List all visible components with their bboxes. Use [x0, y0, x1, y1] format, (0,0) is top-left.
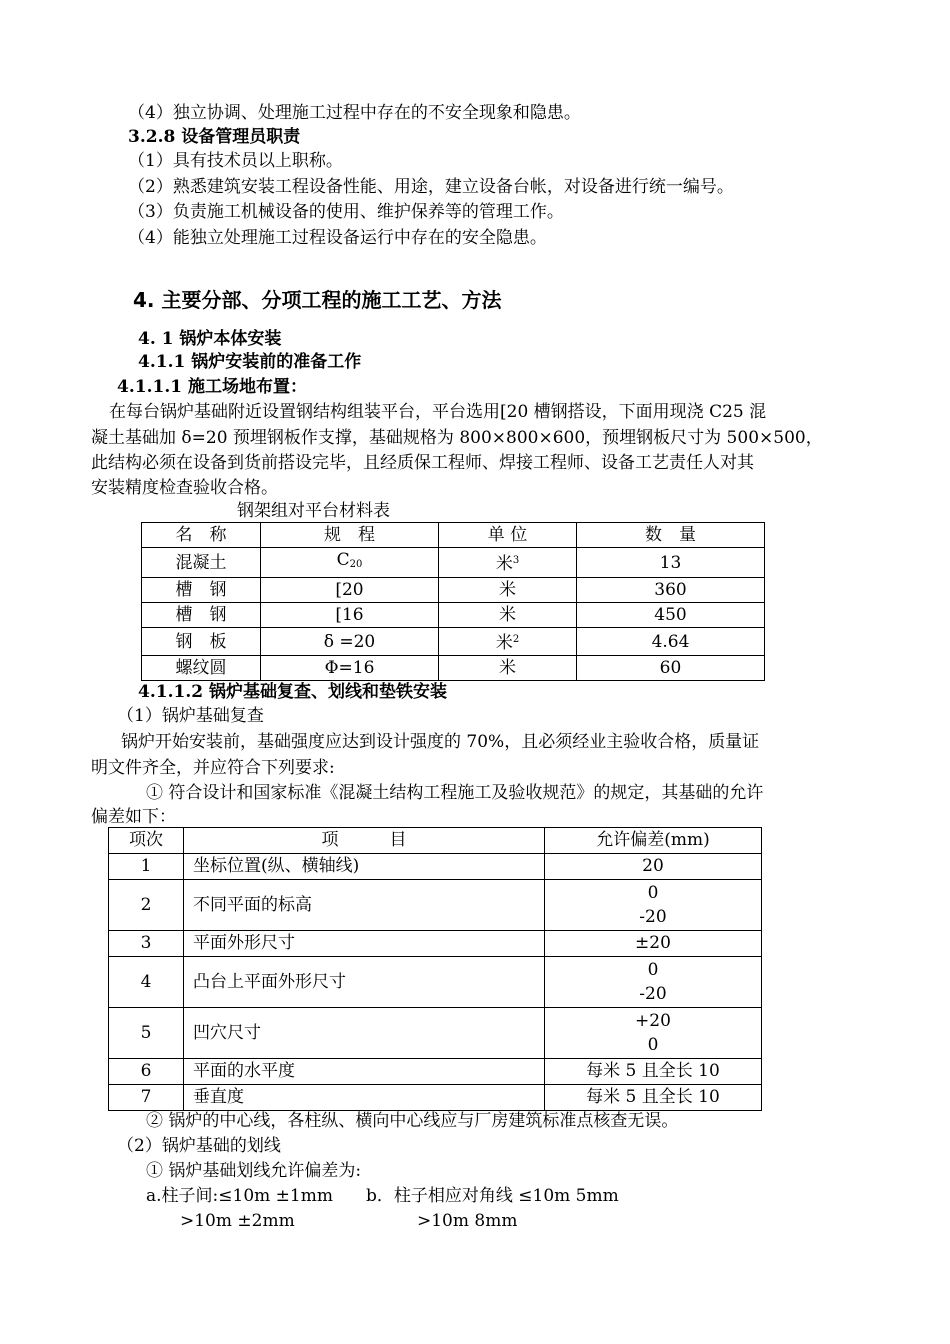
tolerance-row: >10m 8mm	[417, 1211, 518, 1231]
table2-cell: ±20	[545, 931, 762, 957]
table1-header: 数 量	[577, 523, 765, 548]
paragraph-line: ② 锅炉的中心线，各柱纵、横向中心线应与厂房建筑标准点核查无误。	[146, 1111, 679, 1131]
subsection-label: （2）锅炉基础的划线	[117, 1136, 281, 1156]
table2-cell: 凹穴尺寸	[184, 1008, 545, 1059]
table1-caption: 钢架组对平台材料表	[237, 501, 390, 521]
table2-cell: 平面外形尺寸	[184, 931, 545, 957]
table1-cell: 13	[577, 548, 765, 578]
table1-cell: 450	[577, 603, 765, 628]
table2-cell: 0 -20	[545, 880, 762, 931]
duty-item: （1）具有技术员以上职称。	[128, 151, 343, 171]
table1-cell: 米$^2$	[439, 628, 577, 656]
table1-header: 单 位	[439, 523, 577, 548]
foundation-tolerance-table	[108, 827, 762, 1111]
table1-cell: [16	[261, 603, 439, 628]
paragraph-line: 在每台锅炉基础附近设置钢结构组装平台，平台选用[20 槽钢搭设，下面用现浇 C25 混	[109, 402, 767, 422]
platform-material-table	[141, 522, 765, 681]
paragraph-line: 此结构必须在设备到货前搭设完毕，且经质保工程师、焊接工程师、设备工艺责任人对其	[91, 453, 754, 473]
paragraph-line: 安装精度检查验收合格。	[91, 478, 278, 498]
table2-cell: 平面的水平度	[184, 1059, 545, 1085]
table1-cell: Φ=16	[261, 656, 439, 681]
paragraph-line: 凝土基础加 δ=20 预埋钢板作支撑，基础规格为 800×800×600，预埋钢板尺寸为 500×500，	[91, 428, 823, 448]
table2-cell: 1	[109, 854, 184, 880]
section-4-heading: 4. 主要分部、分项工程的施工工艺、方法	[133, 288, 502, 312]
section-4-1-1-1-heading: 4.1.1.1 施工场地布置：	[117, 377, 307, 397]
paragraph-line: ① 符合设计和国家标准《混凝土结构工程施工及验收规范》的规定，其基础的允许	[146, 783, 764, 803]
paragraph-line: 明文件齐全，并应符合下列要求:	[91, 758, 335, 778]
table2-cell: 6	[109, 1059, 184, 1085]
table1-cell: 360	[577, 578, 765, 603]
table1-cell: 米	[439, 603, 577, 628]
duty-item: （4）能独立处理施工过程设备运行中存在的安全隐患。	[128, 228, 547, 248]
table1-cell: 混凝土	[142, 548, 261, 578]
table2-cell: 凸台上平面外形尺寸	[184, 957, 545, 1008]
table1-cell: 米$^3$	[439, 548, 577, 578]
section-4-1-1-2-heading: 4.1.1.2 锅炉基础复查、划线和垫铁安装	[138, 682, 447, 702]
table1-cell: 60	[577, 656, 765, 681]
paragraph-line: 偏差如下：	[91, 807, 176, 827]
table1-cell: 4.64	[577, 628, 765, 656]
table2-cell: 每米 5 且全长 10	[545, 1059, 762, 1085]
table1-cell: 槽 钢	[142, 578, 261, 603]
table2-cell: 7	[109, 1085, 184, 1111]
table2-header: 允许偏差(mm)	[545, 828, 762, 854]
paragraph-line: 锅炉开始安装前，基础强度应达到设计强度的 70%，且必须经业主验收合格，质量证	[121, 732, 760, 752]
table1-cell: 螺纹圆	[142, 656, 261, 681]
table2-cell: 坐标位置(纵、横轴线)	[184, 854, 545, 880]
table2-cell: 2	[109, 880, 184, 931]
table1-cell: [20	[261, 578, 439, 603]
table2-cell: 0 -20	[545, 957, 762, 1008]
section-3-2-8-heading: 3.2.8 设备管理员职责	[128, 127, 301, 147]
table2-header: 项 目	[184, 828, 545, 854]
table2-cell: +20 0	[545, 1008, 762, 1059]
table2-cell: 不同平面的标高	[184, 880, 545, 931]
duty-item: （3）负责施工机械设备的使用、维护保养等的管理工作。	[128, 202, 564, 222]
table2-cell: 每米 5 且全长 10	[545, 1085, 762, 1111]
table1-cell: 槽 钢	[142, 603, 261, 628]
line-independent-coordination: （4）独立协调、处理施工过程中存在的不安全现象和隐患。	[128, 103, 581, 123]
table1-cell: $C_{20}$	[261, 548, 439, 578]
table1-cell: 米	[439, 656, 577, 681]
duty-item: （2）熟悉建筑安装工程设备性能、用途，建立设备台帐，对设备进行统一编号。	[128, 177, 734, 197]
table1-cell: 米	[439, 578, 577, 603]
tolerance-row: b．柱子相应对角线 ≤10m 5mm	[366, 1186, 619, 1206]
table2-cell: 4	[109, 957, 184, 1008]
subsection-label: （1）锅炉基础复查	[117, 706, 264, 726]
table2-header: 项次	[109, 828, 184, 854]
tolerance-row: a.柱子间:≤10m ±1mm	[146, 1186, 333, 1206]
table1-cell: δ =20	[261, 628, 439, 656]
section-4-1-1-heading: 4.1.1 锅炉安装前的准备工作	[138, 352, 362, 372]
paragraph-line: ① 锅炉基础划线允许偏差为:	[146, 1161, 362, 1181]
table2-cell: 20	[545, 854, 762, 880]
table1-cell: 钢 板	[142, 628, 261, 656]
table2-cell: 5	[109, 1008, 184, 1059]
table1-header: 规 程	[261, 523, 439, 548]
table2-cell: 垂直度	[184, 1085, 545, 1111]
tolerance-row: >10m ±2mm	[180, 1211, 295, 1231]
table1-header: 名 称	[142, 523, 261, 548]
table2-cell: 3	[109, 931, 184, 957]
section-4-1-heading: 4. 1 锅炉本体安装	[138, 329, 282, 349]
